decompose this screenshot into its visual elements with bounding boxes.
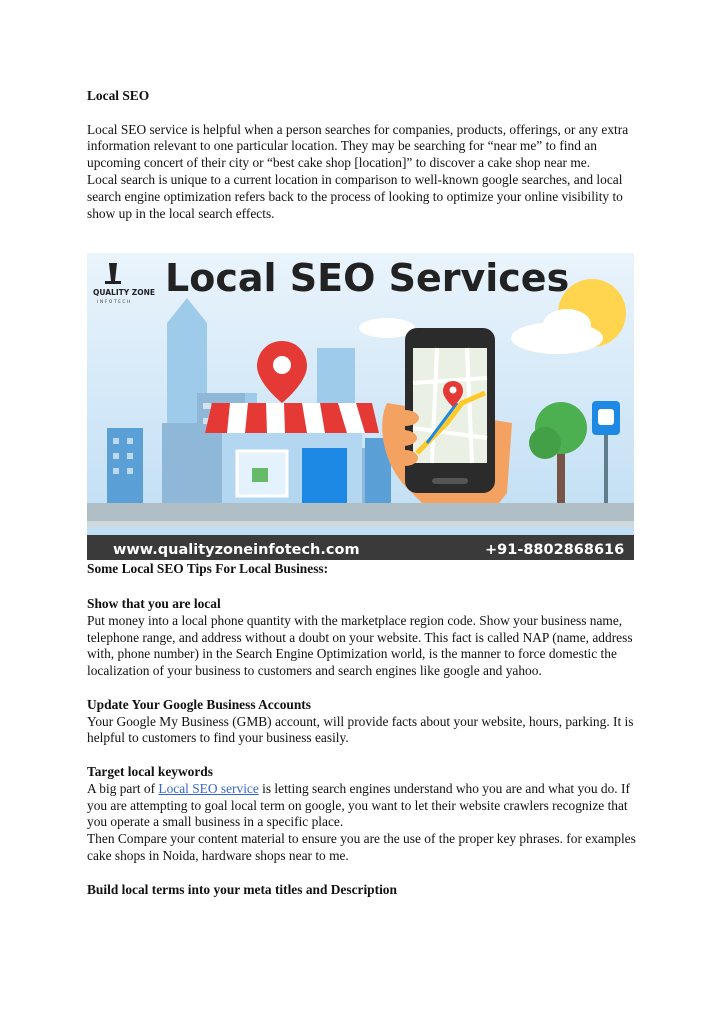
section-body-local: Put money into a local phone quantity with the marketplace region code. Show your business name, telephone range, and address without a doubt on your website. This fact is called NAP (name, address with, phone number) in the Search Engine Optimization world, is the manner to force domestic the localization of your business to customers and search engines like google and yahoo.: [87, 612, 633, 679]
section-body-keywords: [87, 781, 637, 831]
shop-illustration: [205, 403, 379, 508]
intro-paragraph-2: Local search is unique to a current location in comparison to well-known google searches, and local search engine optimization refers back to the process of looking to optimize your online visibility to show up in the local search effects.: [87, 171, 623, 221]
banner-title: Local SEO Services: [165, 256, 570, 300]
section-title-meta: Build local terms into your meta titles and Description: [87, 881, 397, 897]
section-title-local: Show that you are local: [87, 596, 221, 611]
logo-text: QUALITY ZONE: [93, 288, 155, 297]
banner-website: www.qualityzoneinfotech.com: [113, 542, 360, 558]
local-seo-service-link[interactable]: Local SEO service: [158, 780, 259, 796]
section-body-keywords-2: Then Compare your content material to ensure you are the use of the proper key phrases. for examples cake shops in Noida, hardware shops near to me.: [87, 831, 636, 863]
section-title-gmb: Update Your Google Business Accounts: [87, 696, 311, 712]
section-title-keywords: Target local keywords: [87, 763, 213, 779]
intro-paragraph-1: Local SEO service is helpful when a person searches for companies, products, offerings, or any extra information relevant to one particular location. They may be searching for “near me” to find an upcoming concert of their city or “best cake shop [location]” to discover a cake shop near me.: [87, 121, 629, 171]
intro-heading: Local SEO: [87, 88, 150, 103]
tips-section: [87, 596, 637, 898]
section-body-gmb: Your Google My Business (GMB) account, will provide facts about your website, hours, parking. It is helpful to customers to find your business easily.: [87, 713, 634, 746]
keywords-text-post: is letting search engines understand who you are and what you do. If you are attempting to goal local term on google, you want to let their website crawlers recognize that you operate a small business in a specific place.: [87, 780, 630, 830]
keywords-text-pre: A big part of: [87, 780, 159, 796]
logo-subtext: INFOTECH: [97, 300, 132, 305]
banner-image: [87, 253, 634, 560]
intro-section: [87, 88, 637, 222]
tips-heading: Some Local SEO Tips For Local Business:: [87, 561, 329, 576]
banner-phone: +91-8802868616: [485, 542, 625, 558]
